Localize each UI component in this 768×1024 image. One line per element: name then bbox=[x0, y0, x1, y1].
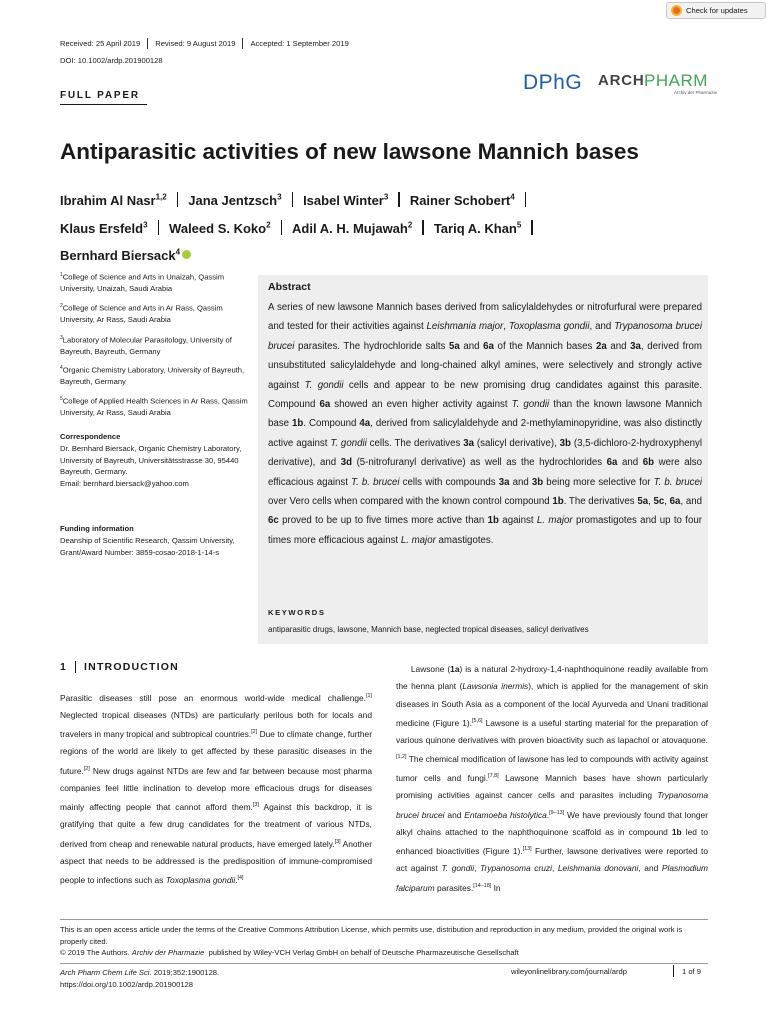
author-affiliation-sup: 2 bbox=[407, 220, 413, 230]
correspondence-block bbox=[60, 431, 250, 490]
intro-left-column: Parasitic diseases still pose an enormous world-wide medical challenge.[1] Neglected tropical diseases (NTDs) are particularly perilous both for locals and travelers in many tropical and subtropical countries.[2] Due to climate change, further regions of the world are likely to get affected by these parasitic diseases in the future.[2] New drugs against NTDs are few and far between because most pharma companies feel little inclination to develop more efficacious drugs for diseases mainly affecting people that cannot afford them.[3] Against this backdrop, it is gratifying that quite a few drug candidates for the treatment of various NTDs, derived from cheap and renewable natural products, have emerged lately.[3] Another aspect that needs to be addressed is the predisposition of immune-compromised people to infections such as Toxoplasma gondii.[4] bbox=[60, 692, 373, 885]
footer-rule bbox=[60, 919, 708, 920]
check-for-updates-label: Check for updates bbox=[686, 6, 748, 15]
journal-site-link[interactable]: wileyonlinelibrary.com/journal/ardp bbox=[511, 967, 627, 976]
author-name[interactable]: Ibrahim Al Nasr$^{1,2}$ bbox=[60, 193, 167, 209]
author-affiliation-sup: 3 bbox=[143, 220, 148, 230]
license-block bbox=[60, 924, 708, 959]
received-date: Received: 25 April 2019 bbox=[60, 39, 141, 48]
author-separator bbox=[398, 192, 400, 207]
author-name[interactable]: Bernhard Biersack$^4$ bbox=[60, 247, 181, 263]
funding-text: Deanship of Scientific Research, Qassim University, Grant/Award Number: 3859-cosao-2018-1-14-s bbox=[60, 535, 235, 557]
affiliation-number: 2 bbox=[60, 303, 63, 309]
section-label: FULL PAPER bbox=[60, 90, 140, 101]
divider bbox=[242, 38, 243, 49]
author-separator bbox=[531, 220, 533, 235]
author-name[interactable]: Isabel Winter$^3$ bbox=[303, 193, 389, 209]
author-list bbox=[60, 186, 720, 268]
license-text: This is an open access article under the terms of the Creative Commons Attribution License, which permits use, distribution and reproduction in any medium, provided the original work is properly cited. bbox=[60, 925, 683, 946]
intro-heading bbox=[60, 661, 179, 673]
author-separator bbox=[525, 192, 527, 207]
author-name[interactable]: Jana Jentzsch$^3$ bbox=[188, 193, 282, 209]
author-separator bbox=[281, 220, 283, 235]
author-name[interactable]: Adil A. H. Mujawah$^2$ bbox=[292, 220, 413, 236]
logo-subtitle: Archiv der Pharmazie bbox=[674, 90, 718, 95]
intro-number: 1 bbox=[60, 661, 68, 673]
keywords-heading: KEYWORDS bbox=[268, 608, 326, 617]
correspondence-text: Dr. Bernhard Biersack, Organic Chemistry Laboratory, University of Bayreuth, Universitätsstrasse 30, 95440 Bayreuth, Germany. bbox=[60, 443, 242, 477]
affiliation-text: College of Applied Health Sciences in Ar Rass, Qassim University, Ar Rass, Saudi Arabia bbox=[60, 396, 248, 418]
author-name[interactable]: Rainer Schobert$^4$ bbox=[409, 193, 515, 209]
intro-right-column: Lawsone (1a) is a natural 2-hydroxy-1,4-naphthoquinone readily available from the henna plant (Lawsonia inermis), which is applied for the management of skin diseases in South Asia as a component of the local Ayurveda and Unani traditional medicine (Figure 1).[5,6] Lawsone is a useful starting material for the preparation of various quinone derivatives with proven bioactivity such as lapachol or atovaquone.[1,2] The chemical modification of lawsone has led to compounds with activity against tumor cells and fungi.[7,8] Lawsone Mannich bases have shown particularly promising activities against cancer cells and parasites including Trypanosoma brucei brucei and Entamoeba histolytica.[9–13] We have previously found that longer alkyl chains attached to the naphthoquinone scaffold as in compound 1b led to enhanced bioactivities (Figure 1).[13] Further, lawsone derivatives were reported to act against T. gondii, Trypanosoma cruzi, Leishmania donovani, and Plasmodium falciparum parasites.[14–18] In bbox=[396, 664, 708, 893]
author-separator bbox=[177, 192, 179, 207]
affiliation-number: 1 bbox=[60, 272, 63, 278]
author-name[interactable]: Klaus Ersfeld$^3$ bbox=[60, 220, 148, 236]
article-title: Antiparasitic activities of new lawsone Mannich bases bbox=[60, 139, 639, 164]
abstract-text: A series of new lawsone Mannich bases derived from salicylaldehydes or nitrofurfural were prepared and tested for their activities against Leishmania major, Toxoplasma gondii, and Trypanosoma brucei brucei parasites. The hydrochloride salts 5a and 6a of the Mannich bases 2a and 3a, derived from unsubstituted salicylaldehyde and long-chained alkyl amines, were selectively and strongly active against T. gondii cells and appear to be new promising drug candidates against this parasite. Compound 6a showed an even higher activity against T. gondii than the known lawsone Mannich base 1b. Compound 4a, derived from salicylaldehyde and 2-methylaminopyridine, was also distinctly active against T. gondii cells. The derivatives 3a (salicyl derivative), 3b (3,5-dichloro-2-hydroxyphenyl derivative), and 3d (5-nitrofuranyl derivative) as well as the hydrochlorides 6a and 6b were also efficacious against T. b. brucei cells with compounds 3a and 3b being more selective for T. b. brucei over Vero cells when compared with the known control compound 1b. The derivatives 5a, 5c, 6a, and 6c proved to be up to five times more active than 1b against L. major promastigotes and up to four times more efficacious against L. major amastigotes. bbox=[268, 302, 703, 546]
page-number: 1 of 9 bbox=[682, 967, 701, 976]
journal-citation: Arch Pharm Chem Life Sci. 2019;352:1900128. bbox=[60, 968, 220, 977]
section-label-underline bbox=[60, 104, 147, 105]
affiliation-text: Laboratory of Molecular Parasitology, University of Bayreuth, Bayreuth, Germany bbox=[60, 335, 232, 357]
author-name[interactable]: Waleed S. Koko$^2$ bbox=[169, 220, 271, 236]
article-url[interactable]: https://doi.org/10.1002/ardp.201900128 bbox=[60, 979, 193, 989]
divider bbox=[75, 661, 76, 673]
author-affiliation-sup: 5 bbox=[516, 220, 522, 230]
journal-citation-block bbox=[60, 967, 219, 990]
author-affiliation-sup: 4 bbox=[175, 247, 181, 257]
author-separator bbox=[422, 220, 424, 235]
affiliation-item bbox=[60, 270, 250, 295]
correspondence-label: Correspondence bbox=[60, 432, 121, 441]
divider bbox=[147, 38, 148, 49]
abstract-heading: Abstract bbox=[268, 281, 311, 293]
author-affiliation-sup: 4 bbox=[510, 193, 515, 202]
author-separator bbox=[292, 192, 294, 207]
accepted-date: Accepted: 1 September 2019 bbox=[250, 39, 349, 48]
author-affiliation-sup: 3 bbox=[277, 193, 282, 202]
affiliation-number: 5 bbox=[60, 396, 63, 402]
footer-rule bbox=[60, 963, 708, 964]
arch-logo: ARCH bbox=[598, 72, 645, 89]
doi[interactable]: DOI: 10.1002/ardp.201900128 bbox=[60, 56, 163, 65]
orcid-icon[interactable] bbox=[182, 250, 191, 259]
check-updates-icon bbox=[671, 5, 682, 16]
intro-title: INTRODUCTION bbox=[84, 661, 179, 673]
affiliation-number: 3 bbox=[60, 335, 63, 341]
affiliation-item bbox=[60, 301, 250, 326]
funding-block bbox=[60, 523, 250, 558]
author-affiliation-sup: 3 bbox=[383, 193, 389, 202]
affiliation-item bbox=[60, 333, 250, 358]
affiliation-text: College of Science and Arts in Unaizah, Qassim University, Unaizah, Saudi Arabia bbox=[60, 272, 225, 294]
pharm-logo: PHARM bbox=[644, 71, 708, 90]
author-affiliation-sup: 2 bbox=[266, 220, 271, 230]
history-dates bbox=[60, 38, 349, 49]
affiliation-text: Organic Chemistry Laboratory, University of Bayreuth, Bayreuth, Germany bbox=[60, 365, 245, 387]
affiliation-item bbox=[60, 363, 250, 388]
check-for-updates-button[interactable] bbox=[666, 2, 766, 19]
author-separator bbox=[158, 220, 160, 235]
affiliation-item bbox=[60, 394, 250, 419]
affiliation-text: College of Science and Arts in Ar Rass, Qassim University, Ar Rass, Saudi Arabia bbox=[60, 303, 223, 325]
dphg-logo: DPhG bbox=[523, 71, 583, 94]
keywords-text: antiparasitic drugs, lawsone, Mannich base, neglected tropical diseases, salicyl derivatives bbox=[268, 625, 589, 634]
author-name[interactable]: Tariq A. Khan$^5$ bbox=[433, 220, 522, 236]
author-affiliation-sup: 1,2 bbox=[155, 193, 167, 202]
copyright-text: © 2019 The Authors. Archiv der Pharmazie published by Wiley-VCH Verlag GmbH on behalf of Deutsche Pharmazeutische Gesellschaft bbox=[60, 948, 519, 958]
divider bbox=[673, 965, 674, 977]
affiliation-number: 4 bbox=[60, 365, 63, 371]
revised-date: Revised: 9 August 2019 bbox=[155, 39, 236, 48]
correspondence-email[interactable]: Email: bernhard.biersack@yahoo.com bbox=[60, 479, 189, 489]
funding-label: Funding information bbox=[60, 524, 134, 533]
